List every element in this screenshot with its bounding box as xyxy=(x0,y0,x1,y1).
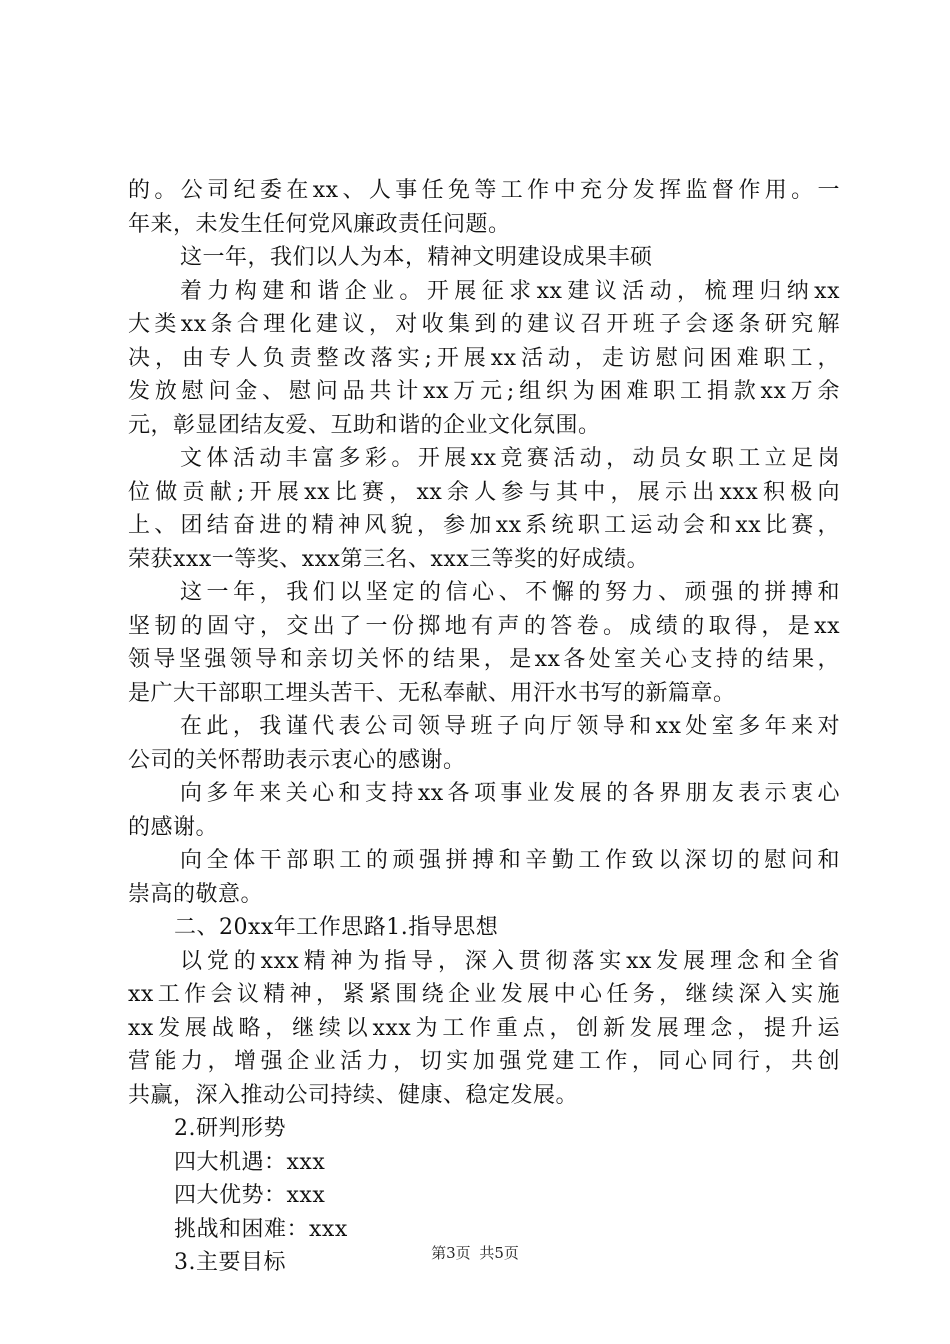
text-line: 荣获xxx一等奖、xxx第三名、xxx三等奖的好成绩。 xyxy=(128,546,650,572)
text-line: 位做贡献;开展xx比赛，xx余人参与其中，展示出xxx积极向 xyxy=(128,479,840,505)
text-line: 发放慰问金、慰问品共计xx万元;组织为困难职工捐款xx万余 xyxy=(128,379,840,404)
text-line: 以党的xxx精神为指导，深入贯彻落实xx发展理念和全省 xyxy=(180,948,840,974)
text-line: 崇高的敬意。 xyxy=(128,881,264,907)
text-line: 营能力，增强企业活力，切实加强党建工作，同心同行，共创 xyxy=(128,1049,840,1074)
text-line: 3.主要目标 xyxy=(174,1250,286,1275)
text-line: 坚韧的固守，交出了一份掷地有声的答卷。成绩的取得，是xx xyxy=(128,613,840,639)
body-text xyxy=(128,174,840,1280)
text-line: 文体活动丰富多彩。开展xx竞赛活动，动员女职工立足岗 xyxy=(180,446,840,471)
text-line: 向全体干部职工的顽强拼搏和辛勤工作致以深切的慰问和 xyxy=(180,848,840,873)
text-line: 年来，未发生任何党风廉政责任问题。 xyxy=(128,211,511,237)
text-line: 共赢，深入推动公司持续、健康、稳定发展。 xyxy=(128,1082,579,1108)
text-line: 领导坚强领导和亲切关怀的结果，是xx各处室关心支持的结果， xyxy=(128,647,840,672)
text-line: 上、团结奋进的精神风貌，参加xx系统职工运动会和xx比赛， xyxy=(128,513,840,538)
text-line: 在此，我谨代表公司领导班子向厅领导和xx处室多年来对 xyxy=(180,714,840,739)
text-line: 向多年来关心和支持xx各项事业发展的各界朋友表示衷心 xyxy=(180,781,840,806)
text-line: 决，由专人负责整改落实;开展xx活动，走访慰问困难职工， xyxy=(128,345,840,371)
text-line: 这一年，我们以坚定的信心、不懈的努力、顽强的拼搏和 xyxy=(180,580,840,605)
page-total: 共5页 xyxy=(479,1244,519,1262)
text-line: xx工作会议精神，紧紧围绕企业发展中心任务，继续深入实施 xyxy=(128,982,840,1007)
page-number: 第3页 xyxy=(431,1244,471,1262)
text-line: 公司的关怀帮助表示衷心的感谢。 xyxy=(128,747,466,773)
text-line: 着力构建和谐企业。开展征求xx建议活动，梳理归纳xx xyxy=(180,278,840,304)
text-line: 的。公司纪委在xx、人事任免等工作中充分发挥监督作用。一 xyxy=(128,178,840,203)
text-line: 的感谢。 xyxy=(128,814,219,840)
text-line: 挑战和困难：xxx xyxy=(174,1216,348,1242)
page-footer xyxy=(0,1242,950,1263)
text-line: 四大机遇：xxx xyxy=(174,1149,326,1175)
text-line: xx发展战略，继续以xxx为工作重点，创新发展理念，提升运 xyxy=(128,1015,840,1041)
text-line: 元，彰显团结友爱、互助和谐的企业文化氛围。 xyxy=(128,412,601,438)
text-line: 这一年，我们以人为本，精神文明建设成果丰硕 xyxy=(180,245,653,270)
text-line: 是广大干部职工埋头苦干、无私奉献、用汗水书写的新篇章。 xyxy=(128,680,736,706)
text-line: 四大优势：xxx xyxy=(174,1183,326,1208)
text-line: 大类xx条合理化建议，对收集到的建议召开班子会逐条研究解 xyxy=(128,312,840,337)
text-line: 2.研判形势 xyxy=(174,1116,286,1141)
text-line: 二、20xx年工作思路1.指导思想 xyxy=(174,915,499,940)
